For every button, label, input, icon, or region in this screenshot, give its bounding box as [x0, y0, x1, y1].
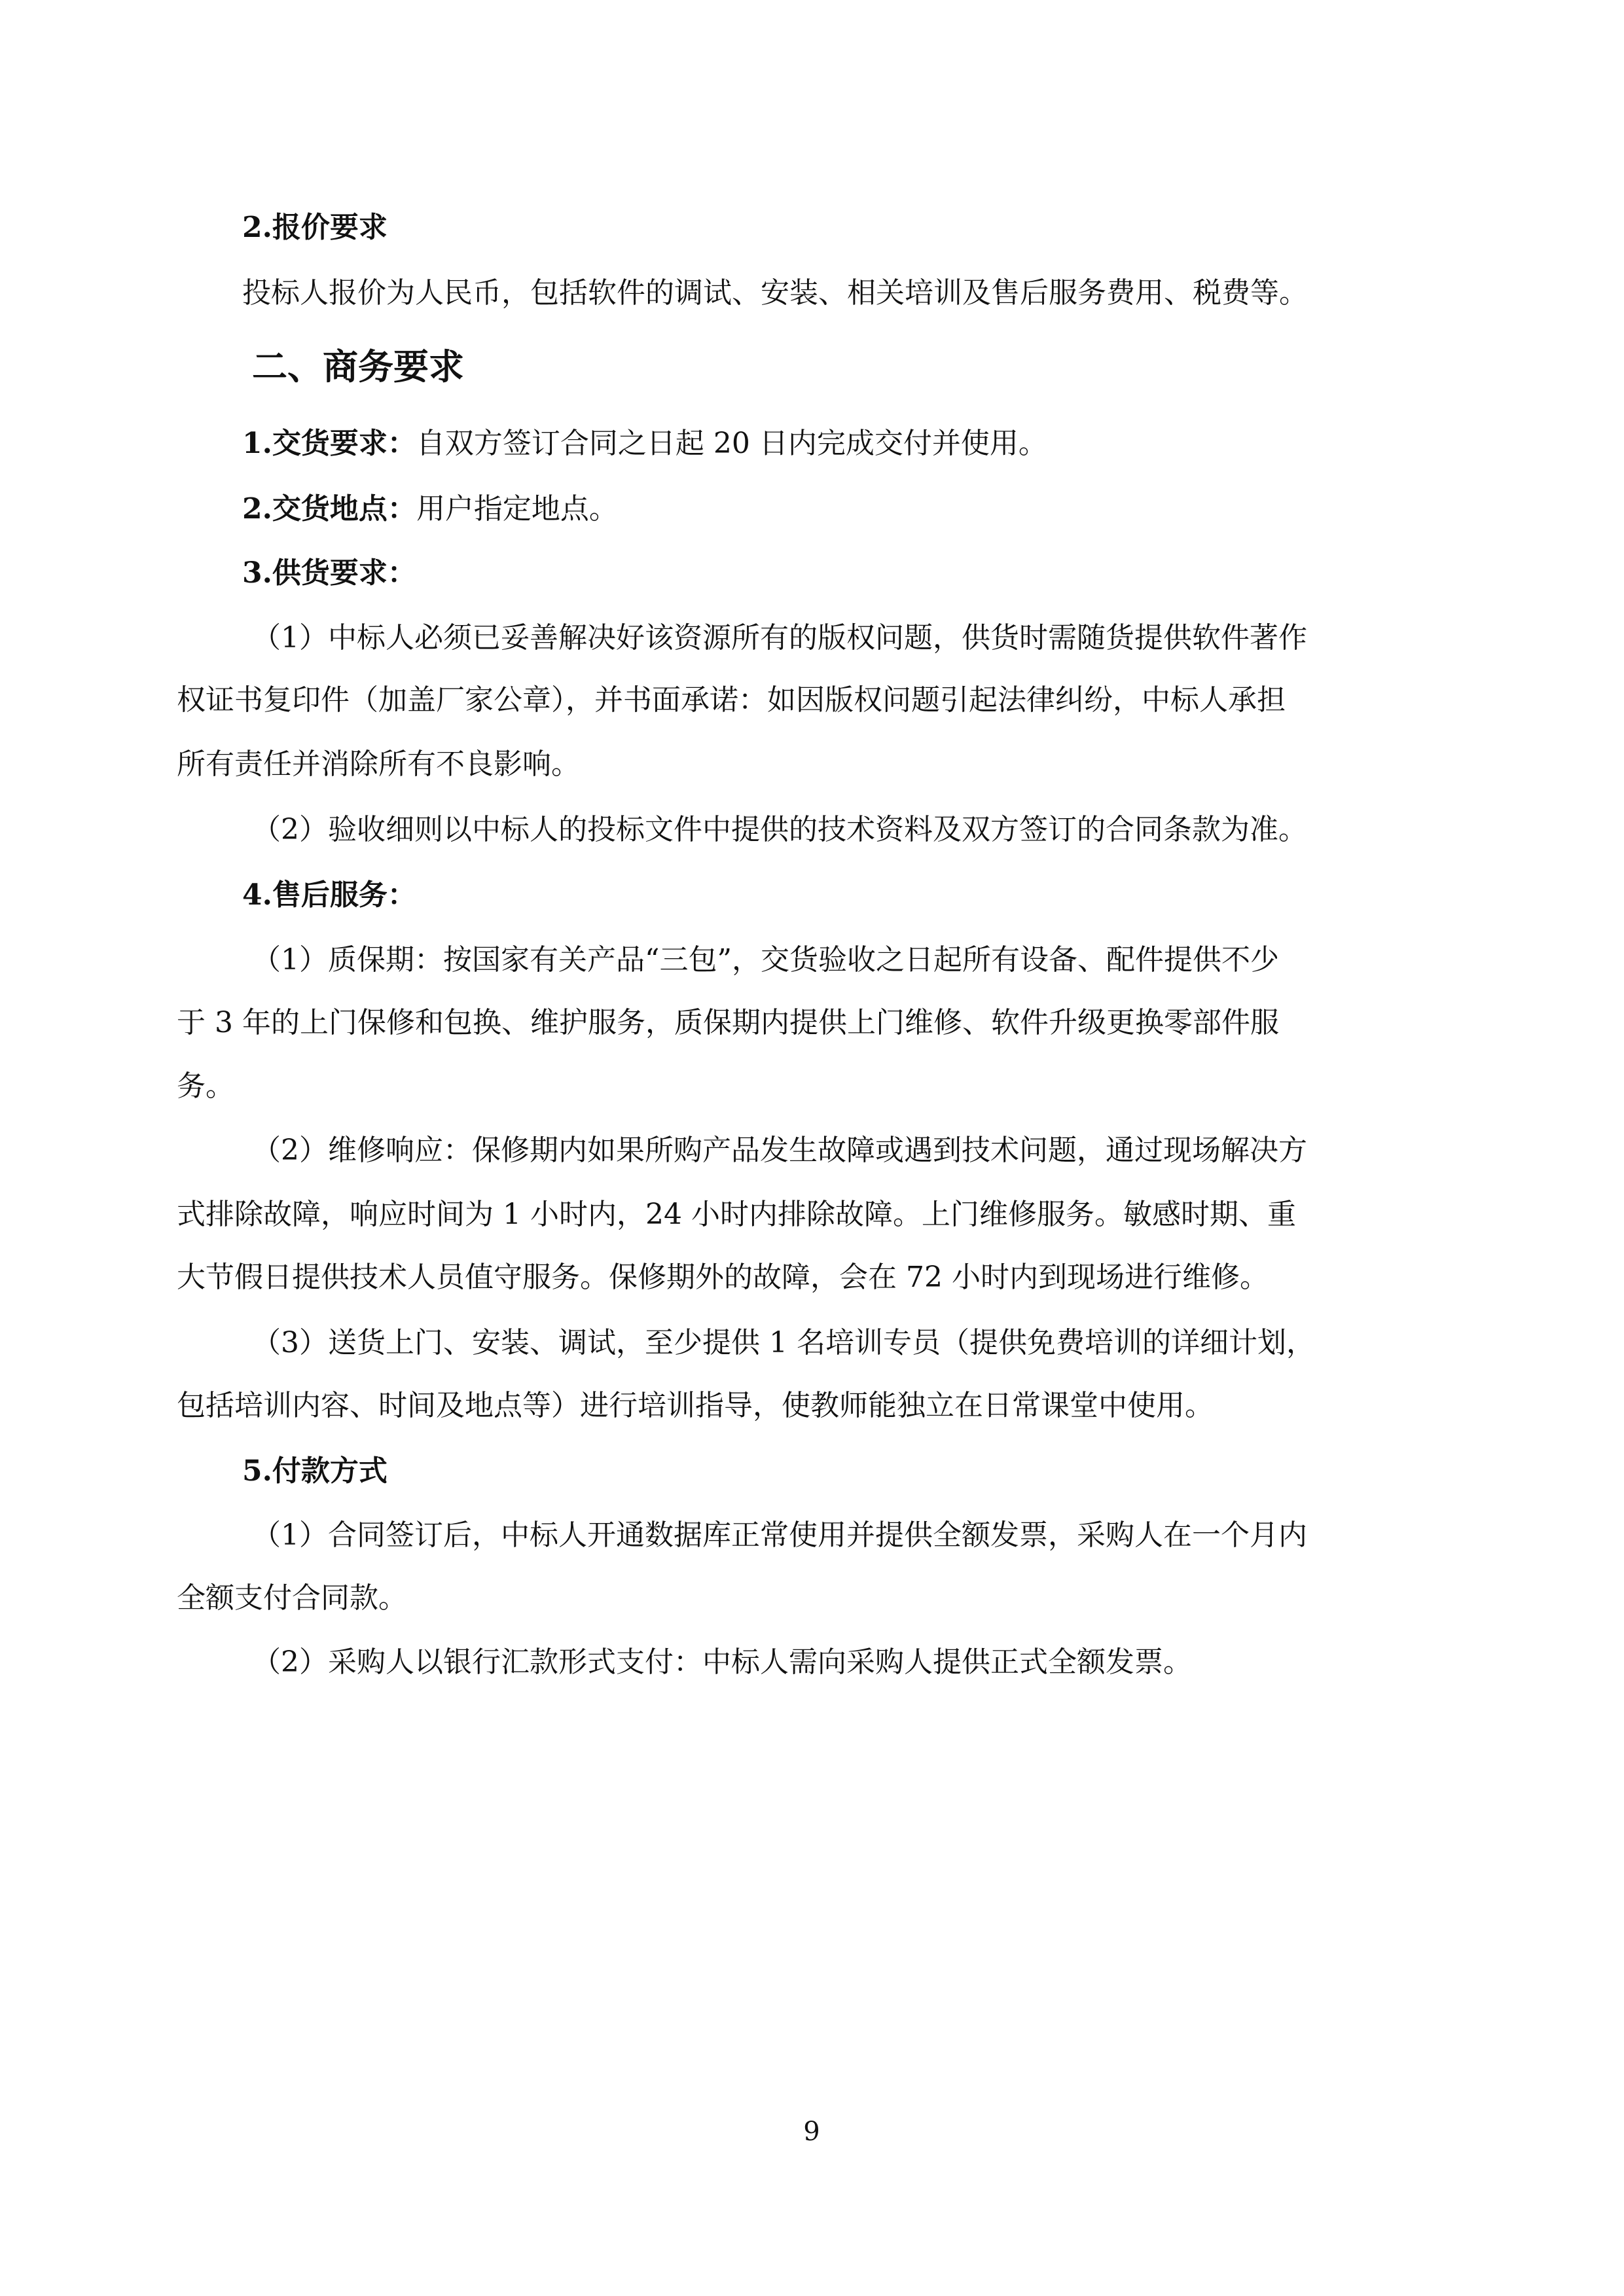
supply-item2-line1: （2）验收细则以中标人的投标文件中提供的技术资料及双方签订的合同条款为准。: [252, 813, 1307, 846]
supply-item1-line3: 所有责任并消除所有不良影响。: [177, 747, 580, 781]
payment-item2-line1: （2）采购人以银行汇款形式支付：中标人需向采购人提供正式全额发票。: [252, 1645, 1192, 1679]
supply-heading: 3.供货要求：: [242, 556, 416, 590]
delivery-label: 1.交货要求：: [242, 427, 416, 460]
payment-heading: 5.付款方式: [242, 1454, 388, 1488]
payment-item1-line1: （1）合同签订后，中标人开通数据库正常使用并提供全额发票，采购人在一个月内: [252, 1518, 1307, 1552]
after-sales-item2-line3: 大节假日提供技术人员值守服务。保修期外的故障，会在 72 小时内到现场进行维修。: [177, 1261, 1269, 1294]
delivery-text: 自双方签订合同之日起 20 日内完成交付并使用。: [416, 427, 1047, 460]
after-sales-item1-line2: 于 3 年的上门保修和包换、维护服务，质保期内提供上门维修、软件升级更换零部件服: [177, 1006, 1279, 1039]
after-sales-item2-line2: 式排除故障，响应时间为 1 小时内，24 小时内排除故障。上门维修服务。敏感时期、重: [177, 1198, 1296, 1231]
payment-item1-line2: 全额支付合同款。: [177, 1581, 407, 1615]
page-number: 9: [803, 2117, 820, 2147]
business-section-title: 二、商务要求: [252, 346, 464, 387]
location-text: 用户指定地点。: [416, 492, 618, 526]
location-label: 2.交货地点：: [242, 492, 416, 526]
after-sales-item1-line3: 务。: [177, 1069, 234, 1103]
after-sales-item3-line1: （3）送货上门、安装、调试，至少提供 1 名培训专员（提供免费培训的详细计划，: [252, 1326, 1315, 1359]
delivery-requirement: [242, 424, 1047, 463]
after-sales-item3-line2: 包括培训内容、时间及地点等）进行培训指导，使教师能独立在日常课堂中使用。: [177, 1389, 1214, 1422]
after-sales-item2-line1: （2）维修响应：保修期内如果所购产品发生故障或遇到技术问题，通过现场解决方: [252, 1134, 1307, 1167]
after-sales-item1-line1: （1）质保期：按国家有关产品“三包”，交货验收之日起所有设备、配件提供不少: [252, 943, 1279, 977]
price-requirements-body: 投标人报价为人民币，包括软件的调试、安装、相关培训及售后服务费用、税费等。: [242, 276, 1308, 310]
supply-item1-line2: 权证书复印件（加盖厂家公章），并书面承诺：如因版权问题引起法律纠纷，中标人承担: [177, 683, 1286, 717]
price-requirements-heading: 2.报价要求: [242, 211, 388, 244]
delivery-location: [242, 490, 618, 529]
supply-item1-line1: （1）中标人必须已妥善解决好该资源所有的版权问题，供货时需随货提供软件著作: [252, 621, 1307, 655]
after-sales-heading: 4.售后服务：: [242, 878, 416, 912]
